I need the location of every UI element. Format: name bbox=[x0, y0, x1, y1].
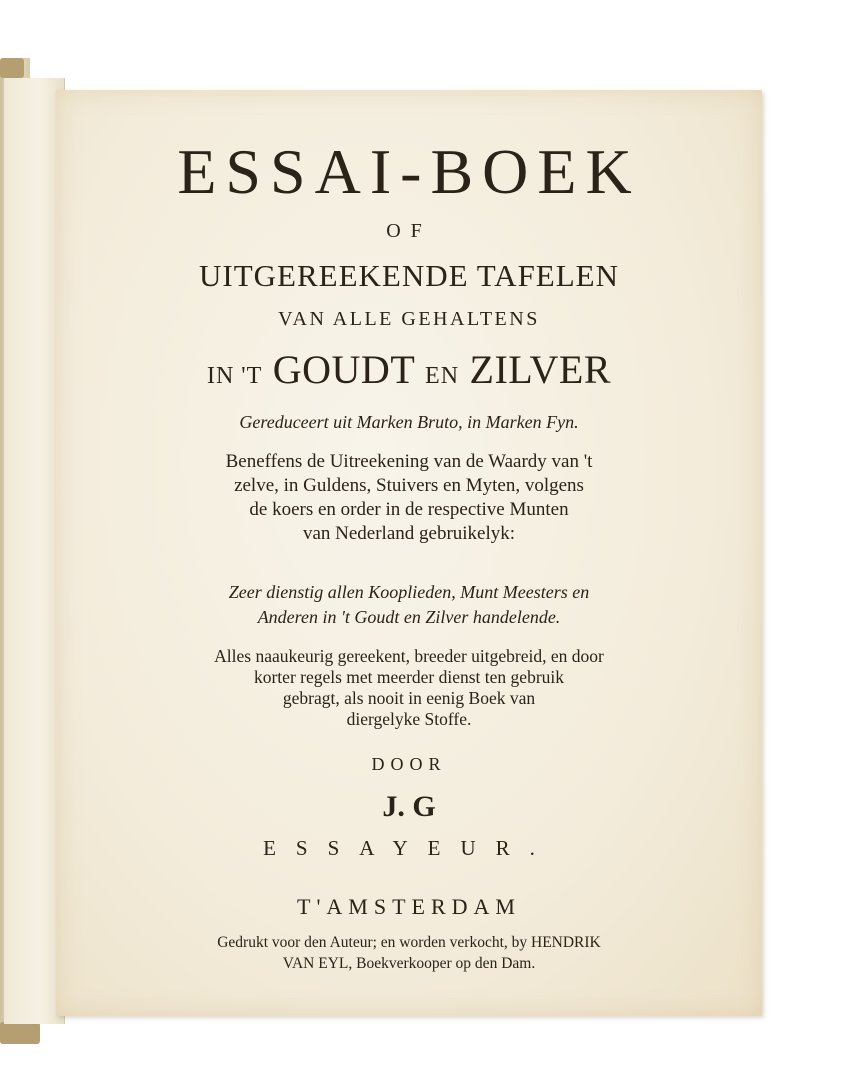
author-title: ESSAYEUR. bbox=[263, 836, 555, 860]
subtitle-line-goudt-zilver bbox=[56, 346, 762, 393]
description-line: de koers en order in de respective Munten bbox=[249, 499, 569, 520]
subtitle-line-gehaltens: VAN ALLE GEHALTENS bbox=[278, 308, 540, 330]
dedication-line: Anderen in 't Goudt en Zilver handelende. bbox=[257, 607, 561, 627]
description-line: van Nederland gebruikelyk: bbox=[302, 523, 516, 544]
imprint bbox=[56, 932, 762, 974]
book-title: ESSAI-BOEK bbox=[177, 136, 641, 207]
imprint-line: Gedrukt voor den Auteur; en worden verkocht, by HENDRIK bbox=[217, 934, 601, 951]
book-subtitle: UITGEREEKENDE TAFELEN bbox=[198, 258, 620, 293]
title-conjunction: OF bbox=[386, 220, 432, 242]
zilver-word: ZILVER bbox=[469, 347, 612, 392]
author-initials: J. G bbox=[382, 790, 436, 823]
by-label: DOOR bbox=[371, 754, 447, 774]
goudt-en: EN bbox=[425, 363, 460, 389]
dedication-line: Zeer dienstig allen Kooplieden, Munt Meesters en bbox=[228, 582, 590, 602]
description-line: zelve, in Guldens, Stuivers en Myten, volgens bbox=[234, 475, 584, 496]
spine-cap-top bbox=[0, 58, 24, 78]
imprint-line: VAN EYL, Boekverkooper op den Dam. bbox=[282, 955, 536, 972]
gereduceert-line: Gereduceert uit Marken Bruto, in Marken Fyn. bbox=[239, 412, 579, 432]
claims-line: gebragt, als nooit in eenig Boek van bbox=[282, 688, 536, 708]
title-page bbox=[56, 90, 762, 1016]
claims-line: korter regels met meerder dienst ten gebruik bbox=[253, 667, 565, 687]
description-line: Beneffens de Uitreekening van de Waardy van 't bbox=[225, 451, 593, 472]
claims-line: diergelyke Stoffe. bbox=[346, 709, 472, 729]
spine-cap-bottom bbox=[0, 1022, 40, 1044]
claims-line: Alles naaukeurig gereekent, breeder uitgebreid, en door bbox=[214, 646, 604, 666]
italic-dedication bbox=[56, 580, 762, 630]
goudt-word: GOUDT bbox=[272, 347, 415, 392]
description-paragraph bbox=[56, 450, 762, 546]
goudt-in: IN 'T bbox=[206, 363, 263, 389]
claims-paragraph bbox=[56, 646, 762, 730]
place-of-publication: T'AMSTERDAM bbox=[297, 894, 521, 919]
